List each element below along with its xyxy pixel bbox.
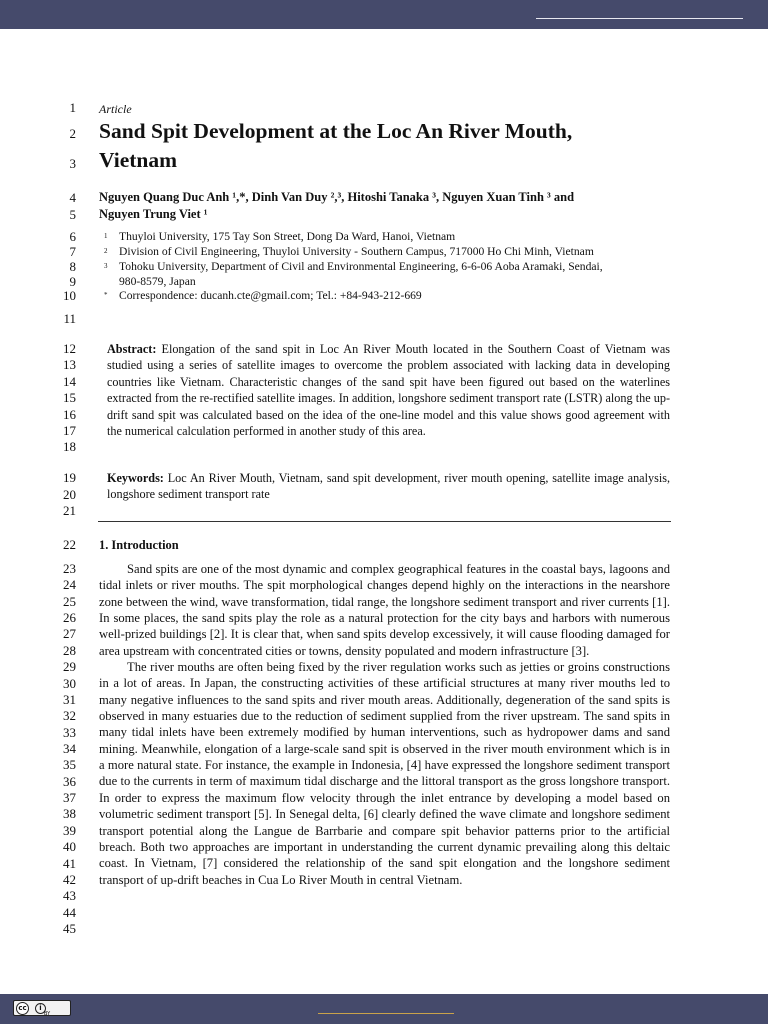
correspondence-text: Correspondence: ducanh.cte@gmail.com; Tel.: +84-943-212-669	[119, 289, 422, 302]
line-number: 20	[63, 487, 76, 502]
abstract-label: Abstract:	[107, 342, 157, 356]
line-number: 34	[63, 741, 76, 756]
line-number: 39	[63, 823, 76, 838]
affiliation-text: 980-8579, Japan	[119, 275, 196, 288]
affiliation-mark: 3	[104, 262, 108, 270]
body-text	[99, 561, 670, 888]
line-number: 43	[63, 888, 76, 903]
line-number: 11	[63, 311, 76, 326]
paper-title-line-2: Vietnam	[99, 148, 178, 172]
cc-icon: cc	[16, 1002, 29, 1015]
line-number: 5	[69, 207, 76, 222]
line-number: 38	[63, 806, 76, 821]
keywords-text: Loc An River Mouth, Vietnam, sand spit development, river mouth opening, satellite image analysis, longshore sediment transport rate	[107, 471, 670, 502]
abstract-text: Elongation of the sand spit in Loc An River Mouth located in the Southern Coast of Vietnam was studied using a series of satellite images to overcome the problem associated with lacking data in developing countries like Vietnam. Characteristic changes of the sand spit have been figured out based on the waterlines extracted from the re-rectified satellite images. In addition, longshore sediment transport rate (LSTR) along the up-drift sand spit was calculated based on the idea of the one-line model and this value shows good agreement with the numerical calculation performed in another study of this area.	[107, 342, 670, 439]
section-divider	[98, 521, 671, 522]
line-number: 25	[63, 594, 76, 609]
line-number: 22	[63, 537, 76, 552]
line-number: 40	[63, 839, 76, 854]
line-number: 24	[63, 577, 76, 592]
line-number: 17	[63, 423, 76, 438]
line-number: 21	[63, 503, 76, 518]
paragraph: The river mouths are often being fixed by the river regulation works such as jetties or groins constructions in a lot of areas. In Japan, the constructing activities of these artificial structures at many river mouths led to many negative influences to the sand spits and river mouth areas. Additionally, degeneration of the sand spits is observed in many estuaries due to the reduction of sediment supplied from the river upstream. The sand spits in many tidal inlets have been extremely modified by human interventions, such as hydropower dams and sand mining. Meanwhile, elongation of a large-scale sand spit is observed in the river mouth environment which is in a more natural state. For instance, the example in Indonesia, [4] have expressed the longshore sediment transport due to the currents in term of maximum tidal discharge and the littoral transport as the gross longshore transport. In order to express the maximum flow velocity through the inlet entrance by developing a model based on volumetric sediment transport [5]. In Senegal delta, [6] clearly defined the wave climate and longshore sediment transport potential along the Langue de Barrbarie and compare spit behavior patterns prior to the artificial breach. Both two approaches are important in understanding the current dynamic prevailing along this deltaic coast. In Vietnam, [7] considered the relationship of the sand spit elongation and the longshore sediment transport of up-drift beaches in Cua Lo River Mouth in central Vietnam.	[99, 660, 670, 887]
article-type: Article	[99, 102, 132, 116]
footer-rule	[318, 1013, 454, 1014]
abstract	[107, 341, 670, 439]
line-number: 14	[63, 374, 76, 389]
line-number: 45	[63, 921, 76, 936]
line-number: 33	[63, 725, 76, 740]
affiliation-text: Division of Civil Engineering, Thuyloi University - Southern Campus, 717000 Ho Chi Minh, Vietnam	[119, 245, 594, 258]
line-number: 6	[69, 229, 76, 244]
authors-line-1: Nguyen Quang Duc Anh ¹,*, Dinh Van Duy ²,³, Hitoshi Tanaka ³, Nguyen Xuan Tinh ³ and	[99, 190, 575, 204]
line-number: 41	[63, 856, 76, 871]
keywords-label: Keywords:	[107, 471, 164, 485]
line-number: 2	[69, 126, 76, 141]
affiliation-mark: 2	[104, 247, 108, 255]
paragraph: Sand spits are one of the most dynamic and complex geographical features in the coastal bays, lagoons and tidal inlets or river mouths. The spit morphological changes depend highly on the interactions in the nearshore zone between the wind, wave transformation, tidal range, the longshore sediment transport and river currents [1]. In some places, the sand spits play the role as a natural protection for the city bays and harbors with numerous well-prized buildings [2]. It is clear that, when sand spits develop excessively, it will cause flooding damaged for area upstream with concentrated cities or towns, density populated and modern infrastructure [3].	[99, 562, 670, 658]
line-number: 12	[63, 341, 76, 356]
authors-line-2: Nguyen Trung Viet ¹	[99, 207, 208, 221]
line-number: 37	[63, 790, 76, 805]
line-number: 1	[69, 100, 76, 115]
line-number: 18	[63, 439, 76, 454]
license-by-label: BY	[44, 1011, 51, 1017]
line-number: 10	[63, 288, 76, 303]
affiliation-text: Thuyloi University, 175 Tay Son Street, Dong Da Ward, Hanoi, Vietnam	[119, 230, 456, 243]
line-number: 9	[69, 274, 76, 289]
journal-footer-bar	[0, 994, 768, 1024]
line-number: 44	[63, 905, 76, 920]
affiliation-text: Tohoku University, Department of Civil and Environmental Engineering, 6-6-06 Aoba Aramaki, Sendai,	[119, 260, 603, 273]
line-number: 7	[69, 244, 76, 259]
journal-header-bar	[0, 0, 768, 29]
line-number: 42	[63, 872, 76, 887]
paper-title-line-1: Sand Spit Development at the Loc An River Mouth,	[99, 119, 573, 143]
line-number: 28	[63, 643, 76, 658]
header-rule	[536, 18, 743, 19]
attribution-icon: i	[35, 1003, 46, 1014]
line-number: 16	[63, 407, 76, 422]
line-number: 35	[63, 757, 76, 772]
line-number: 27	[63, 626, 76, 641]
line-number: 26	[63, 610, 76, 625]
line-number: 31	[63, 692, 76, 707]
line-number: 32	[63, 708, 76, 723]
line-number: 15	[63, 390, 76, 405]
line-number: 3	[69, 156, 76, 171]
section-heading: 1. Introduction	[99, 538, 179, 552]
line-number: 4	[69, 190, 76, 205]
line-number: 36	[63, 774, 76, 789]
line-number: 30	[63, 676, 76, 691]
affiliation-mark: 1	[104, 232, 108, 240]
cc-license-badge[interactable]	[13, 1000, 71, 1016]
line-number: 19	[63, 470, 76, 485]
line-number: 13	[63, 357, 76, 372]
correspondence-mark: *	[104, 291, 108, 299]
line-number: 8	[69, 259, 76, 274]
line-number: 29	[63, 659, 76, 674]
keywords	[107, 470, 670, 503]
line-number: 23	[63, 561, 76, 576]
